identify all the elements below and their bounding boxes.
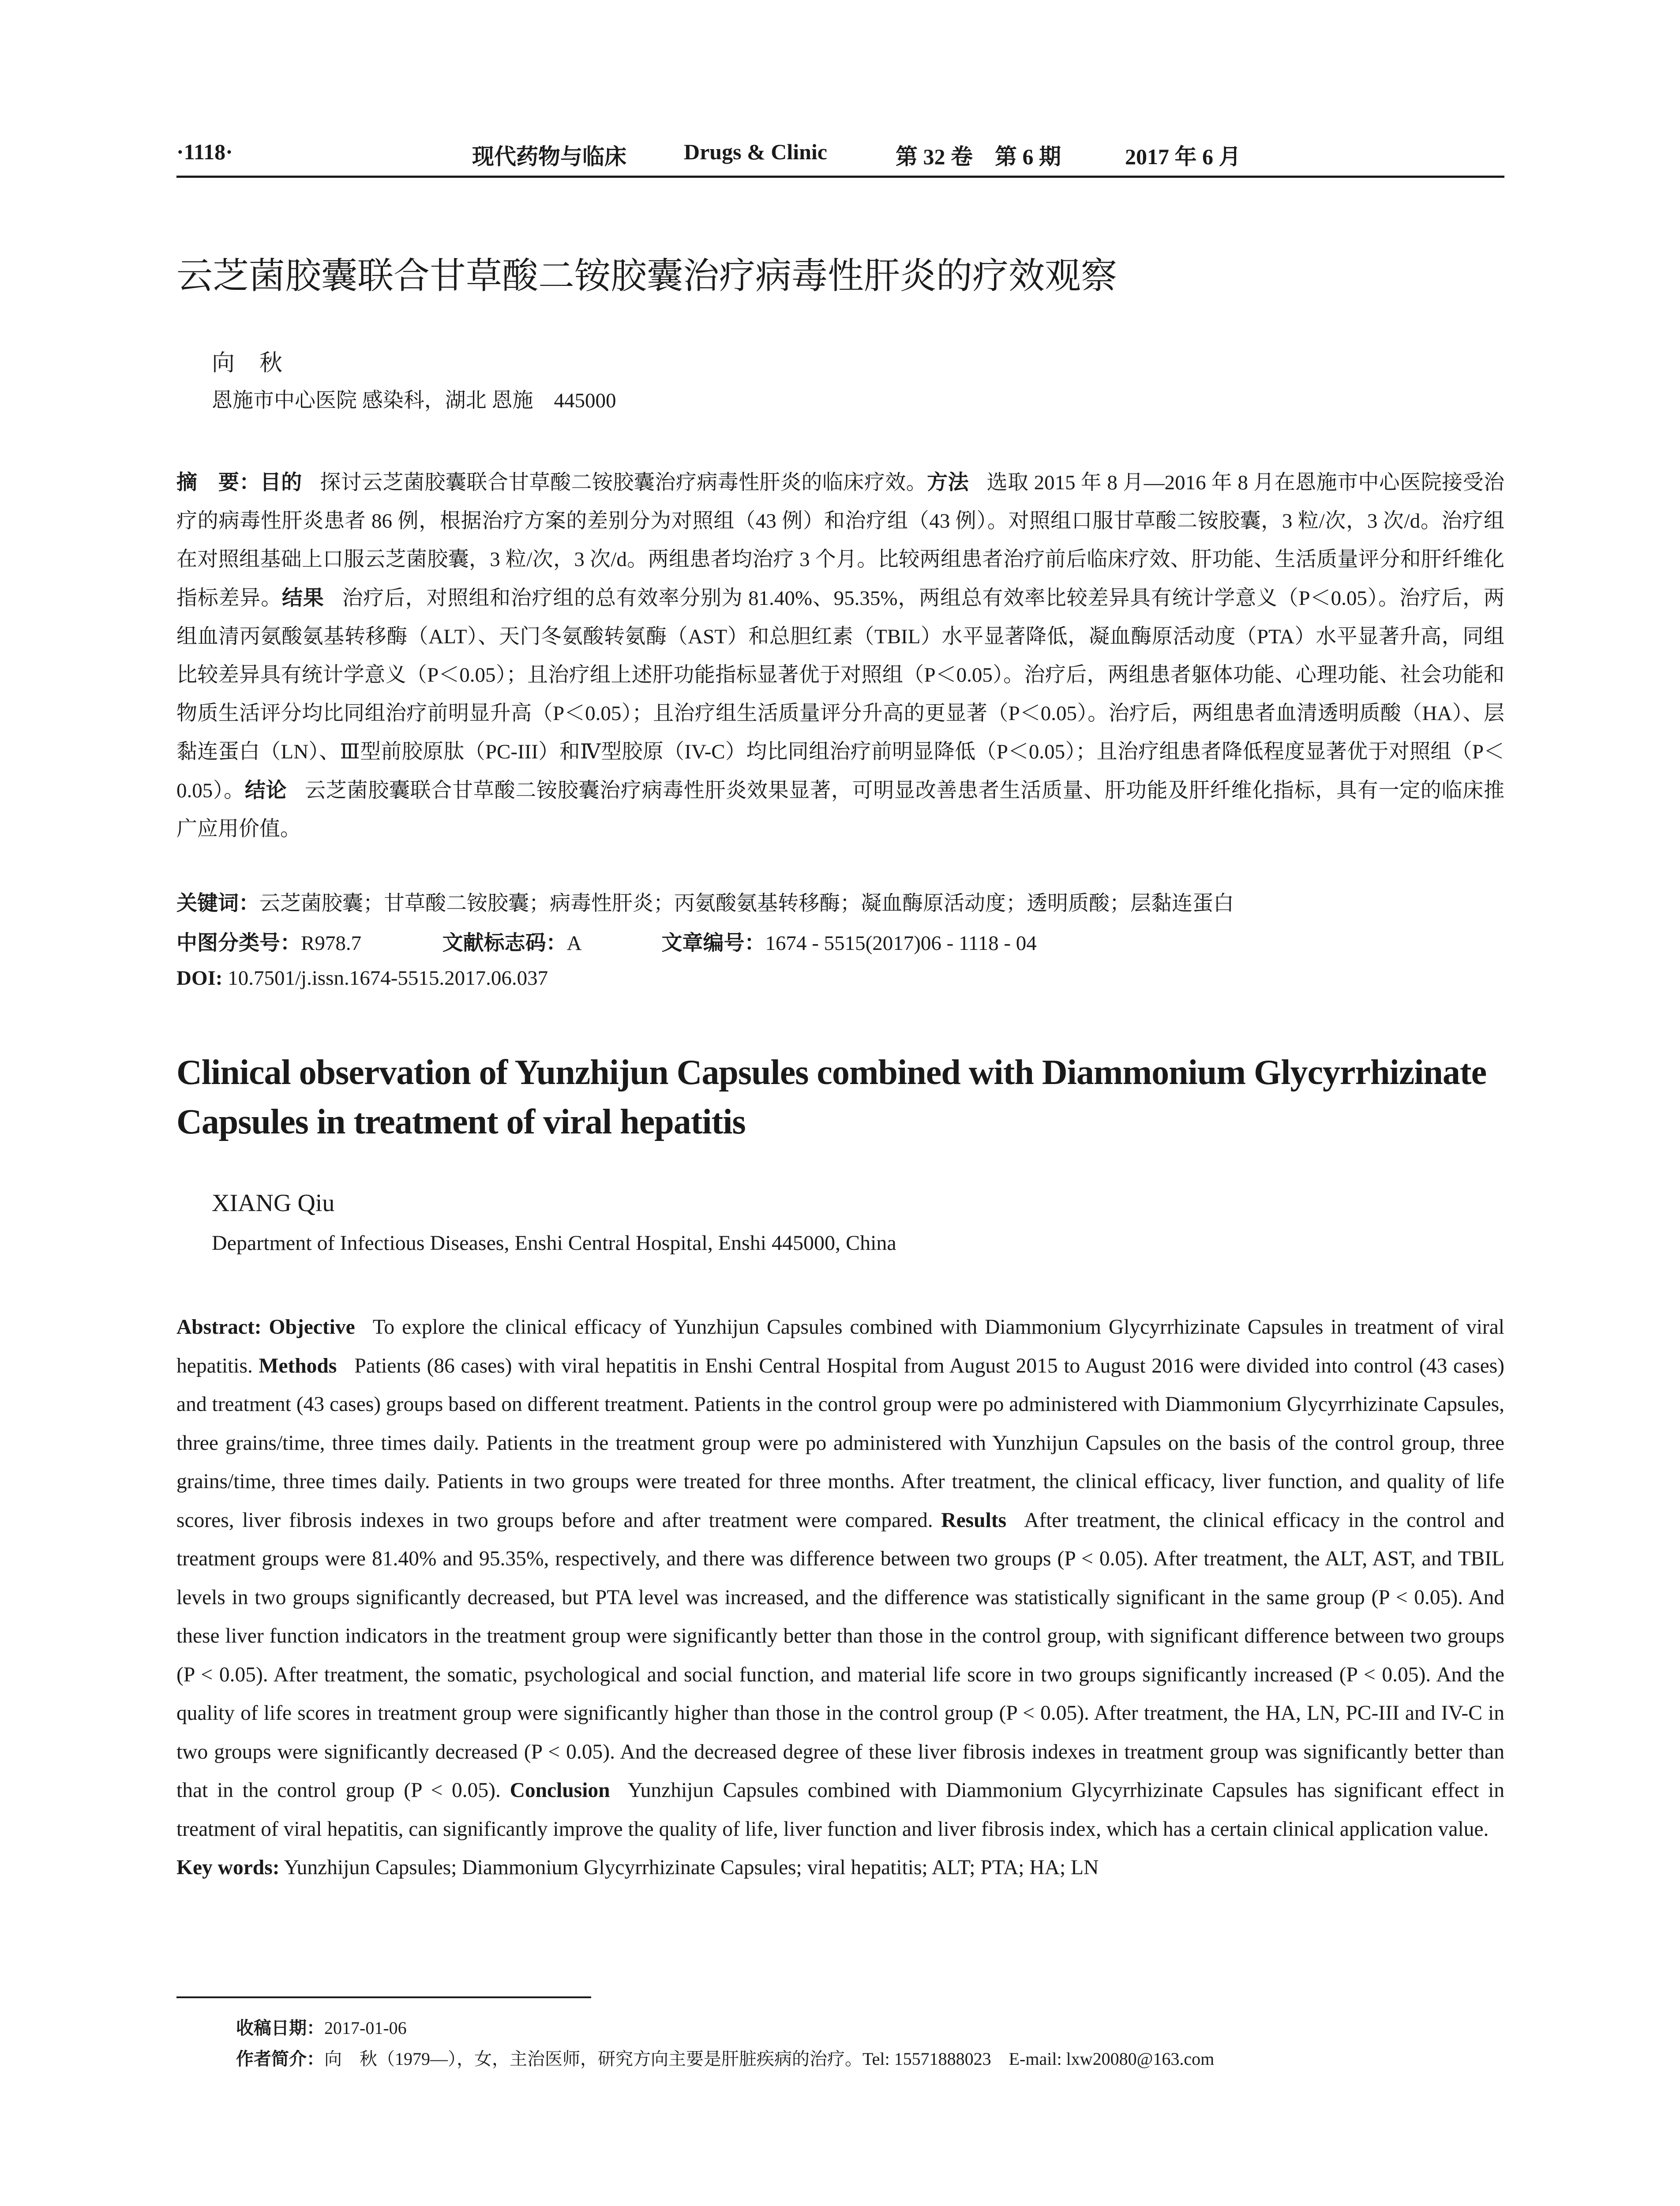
author-bio [236, 2045, 1214, 2070]
clc-label: 中图分类号： [176, 931, 301, 955]
author-cn: 向秋 [212, 351, 308, 376]
affiliation-en: Department of Infectious Diseases, Enshi Central Hospital, Enshi 445000, China [212, 1231, 896, 1255]
clc-value: R978.7 [301, 932, 362, 955]
received-value: 2017-01-06 [324, 2018, 407, 2038]
keywords-cn [176, 887, 1234, 916]
methods-label-en: Methods [259, 1354, 337, 1377]
objective-text-en: To explore the clinical efficacy of Yunzhijun Capsules combined with Diammonium Glycyrrhizinate Capsules in treatment of viral hepatitis. [176, 1316, 1505, 1377]
author-en: XIANG Qiu [212, 1189, 335, 1217]
journal-name-cn: 现代药物与临床 [472, 144, 626, 169]
objective-label-en: Objective [269, 1316, 355, 1339]
results-text-en: After treatment, the clinical efficacy in the control and treatment groups were 81.40% and 95.35%, respectively, and there was difference between two groups (P < 0.05). After treatment, the ALT, AST, and TBIL levels in two groups significantly decreased, but PTA level was increased, and the difference was statistically significant in the same group (P < 0.05). And these liver function indicators in the treatment group were significantly better than those in the control group, with significant difference between two groups (P < 0.05). After treatment, the somatic, psychological and social function, and material life score in two groups significantly increased (P < 0.05). And the quality of life scores in treatment group were significantly higher than those in the control group (P < 0.05). After treatment, the HA, LN, PC-III and IV-C in two groups were significantly decreased (P < 0.05). And the decreased degree of these liver fibrosis indexes in treatment group was significantly better than that in the control group (P < 0.05). [176, 1508, 1504, 1802]
footnote-rule [176, 1996, 591, 1998]
conclusion-label-cn: 结论 [244, 778, 287, 803]
doc-code-label: 文献标志码： [442, 931, 567, 955]
article-no-value: 1674 - 5515(2017)06 - 1118 - 04 [765, 932, 1037, 955]
objective-label-cn: 目的 [260, 470, 302, 495]
results-text-cn: 治疗后，对照组和治疗组的总有效率分别为 81.40%、95.35%，两组总有效率比较差异具有统计学意义（P＜0.05）。治疗后，两组血清丙氨酸氨基转移酶（ALT）、天门冬氨酸转氨酶（AST）和总胆红素（TBIL）水平显著降低，凝血酶原活动度（PTA）水平显著升高，同组比较差异具有统计学意义（P＜0.05）；且治疗组上述肝功能指标显著优于对照组（P＜0.05）。治疗后，两组患者躯体功能、心理功能、社会功能和物质生活评分均比同组治疗前明显升高（P＜0.05）；且治疗组生活质量评分升高的更显著（P＜0.05）。治疗后，两组患者血清透明质酸（HA）、层黏连蛋白（LN）、Ⅲ型前胶原肽（PC-III）和Ⅳ型胶原（IV-C）均比同组治疗前明显降低（P＜0.05）；且治疗组患者降低程度显著优于对照组（P＜0.05）。 [176, 587, 1505, 802]
abstract-en [176, 1308, 1504, 1887]
title-cn: 云芝菌胶囊联合甘草酸二铵胶囊治疗病毒性肝炎的疗效观察 [176, 255, 1118, 297]
results-label-cn: 结果 [282, 586, 324, 610]
volume-issue: 第 32 卷 第 6 期 [896, 144, 1061, 169]
doi-line [176, 966, 548, 990]
affiliation-cn: 恩施市中心医院 感染科，湖北 恩施 445000 [212, 389, 616, 412]
page-number: ·1118· [176, 139, 233, 164]
results-label-en: Results [941, 1508, 1007, 1532]
bio-text: 向 秋（1979—），女，主治医师，研究方向主要是肝脏疾病的治疗。Tel: 15571888023 E-mail: lxw20080@163.com [324, 2049, 1215, 2069]
title-en: Clinical observation of Yunzhijun Capsules combined with Diammonium Glycyrrhizinate Capsules in treatment of viral hepatitis [176, 1053, 1487, 1141]
running-header [176, 139, 1504, 174]
conclusion-label-en: Conclusion [510, 1779, 610, 1802]
keywords-label-cn: 关键词： [176, 891, 259, 915]
methods-label-cn: 方法 [927, 470, 969, 495]
keywords-text-en: Yunzhijun Capsules; Diammonium Glycyrrhizinate Capsules; viral hepatitis; ALT; PTA; HA; LN [284, 1856, 1099, 1879]
keywords-text-cn: 云芝菌胶囊；甘草酸二铵胶囊；病毒性肝炎；丙氨酸氨基转移酶；凝血酶原活动度；透明质酸；层黏连蛋白 [259, 892, 1234, 915]
conclusion-text-en: Yunzhijun Capsules combined with Diammonium Glycyrrhizinate Capsules has significant effect in treatment of viral hepatitis, can significantly improve the quality of life, liver function and liver fibrosis index, which has a certain clinical application value. [176, 1779, 1504, 1841]
received-label: 收稿日期： [236, 2018, 324, 2038]
methods-text-cn: 选取 2015 年 8 月—2016 年 8 月在恩施市中心医院接受治疗的病毒性肝炎患者 86 例，根据治疗方案的差别分为对照组（43 例）和治疗组（43 例）。对照组口服甘草酸二铵胶囊，3 粒/次，3 次/d。治疗组在对照组基础上口服云芝菌胶囊，3 粒/次，3 次/d。两组患者均治疗 3 个月。比较两组患者治疗前后临床疗效、肝功能、生活质量评分和肝纤维化指标差异。 [176, 471, 1505, 610]
journal-name-en: Drugs & Clinic [684, 139, 827, 164]
keywords-label-en: Key words: [176, 1856, 280, 1879]
objective-text-cn: 探讨云芝菌胶囊联合甘草酸二铵胶囊治疗病毒性肝炎的临床疗效。 [319, 471, 927, 494]
doi-label: DOI: [176, 967, 223, 990]
abstract-label-en: Abstract: [176, 1316, 262, 1339]
conclusion-text-cn: 云芝菌胶囊联合甘草酸二铵胶囊治疗病毒性肝炎效果显著，可明显改善患者生活质量、肝功能及肝纤维化指标，具有一定的临床推广应用价值。 [176, 779, 1505, 840]
article-no-label: 文章编号： [661, 931, 765, 955]
received-date [236, 2014, 407, 2039]
issue-date: 2017 年 6 月 [1125, 144, 1241, 169]
abstract-label-cn: 摘 要： [176, 470, 260, 495]
doc-code-value: A [566, 932, 581, 955]
methods-text-en: Patients (86 cases) with viral hepatitis in Enshi Central Hospital from August 2015 to August 2016 were divided into control (43 cases) and treatment (43 cases) groups based on different treatment. Patients in the control group were po administered with Diammonium Glycyrrhizinate Capsules, three grains/time, three times daily. Patients in the treatment group were po administered with Yunzhijun Capsules on the basis of the control group, three grains/time, three times daily. Patients in two groups were treated for three months. After treatment, the clinical efficacy, liver function, and quality of life scores, liver fibrosis indexes in two groups before and after treatment were compared. [176, 1354, 1504, 1532]
header-rule [176, 176, 1504, 178]
doi-value: 10.7501/j.issn.1674-5515.2017.06.037 [228, 967, 548, 990]
bio-label: 作者简介： [236, 2049, 324, 2069]
classification-line [176, 927, 1037, 956]
abstract-cn [176, 463, 1504, 848]
